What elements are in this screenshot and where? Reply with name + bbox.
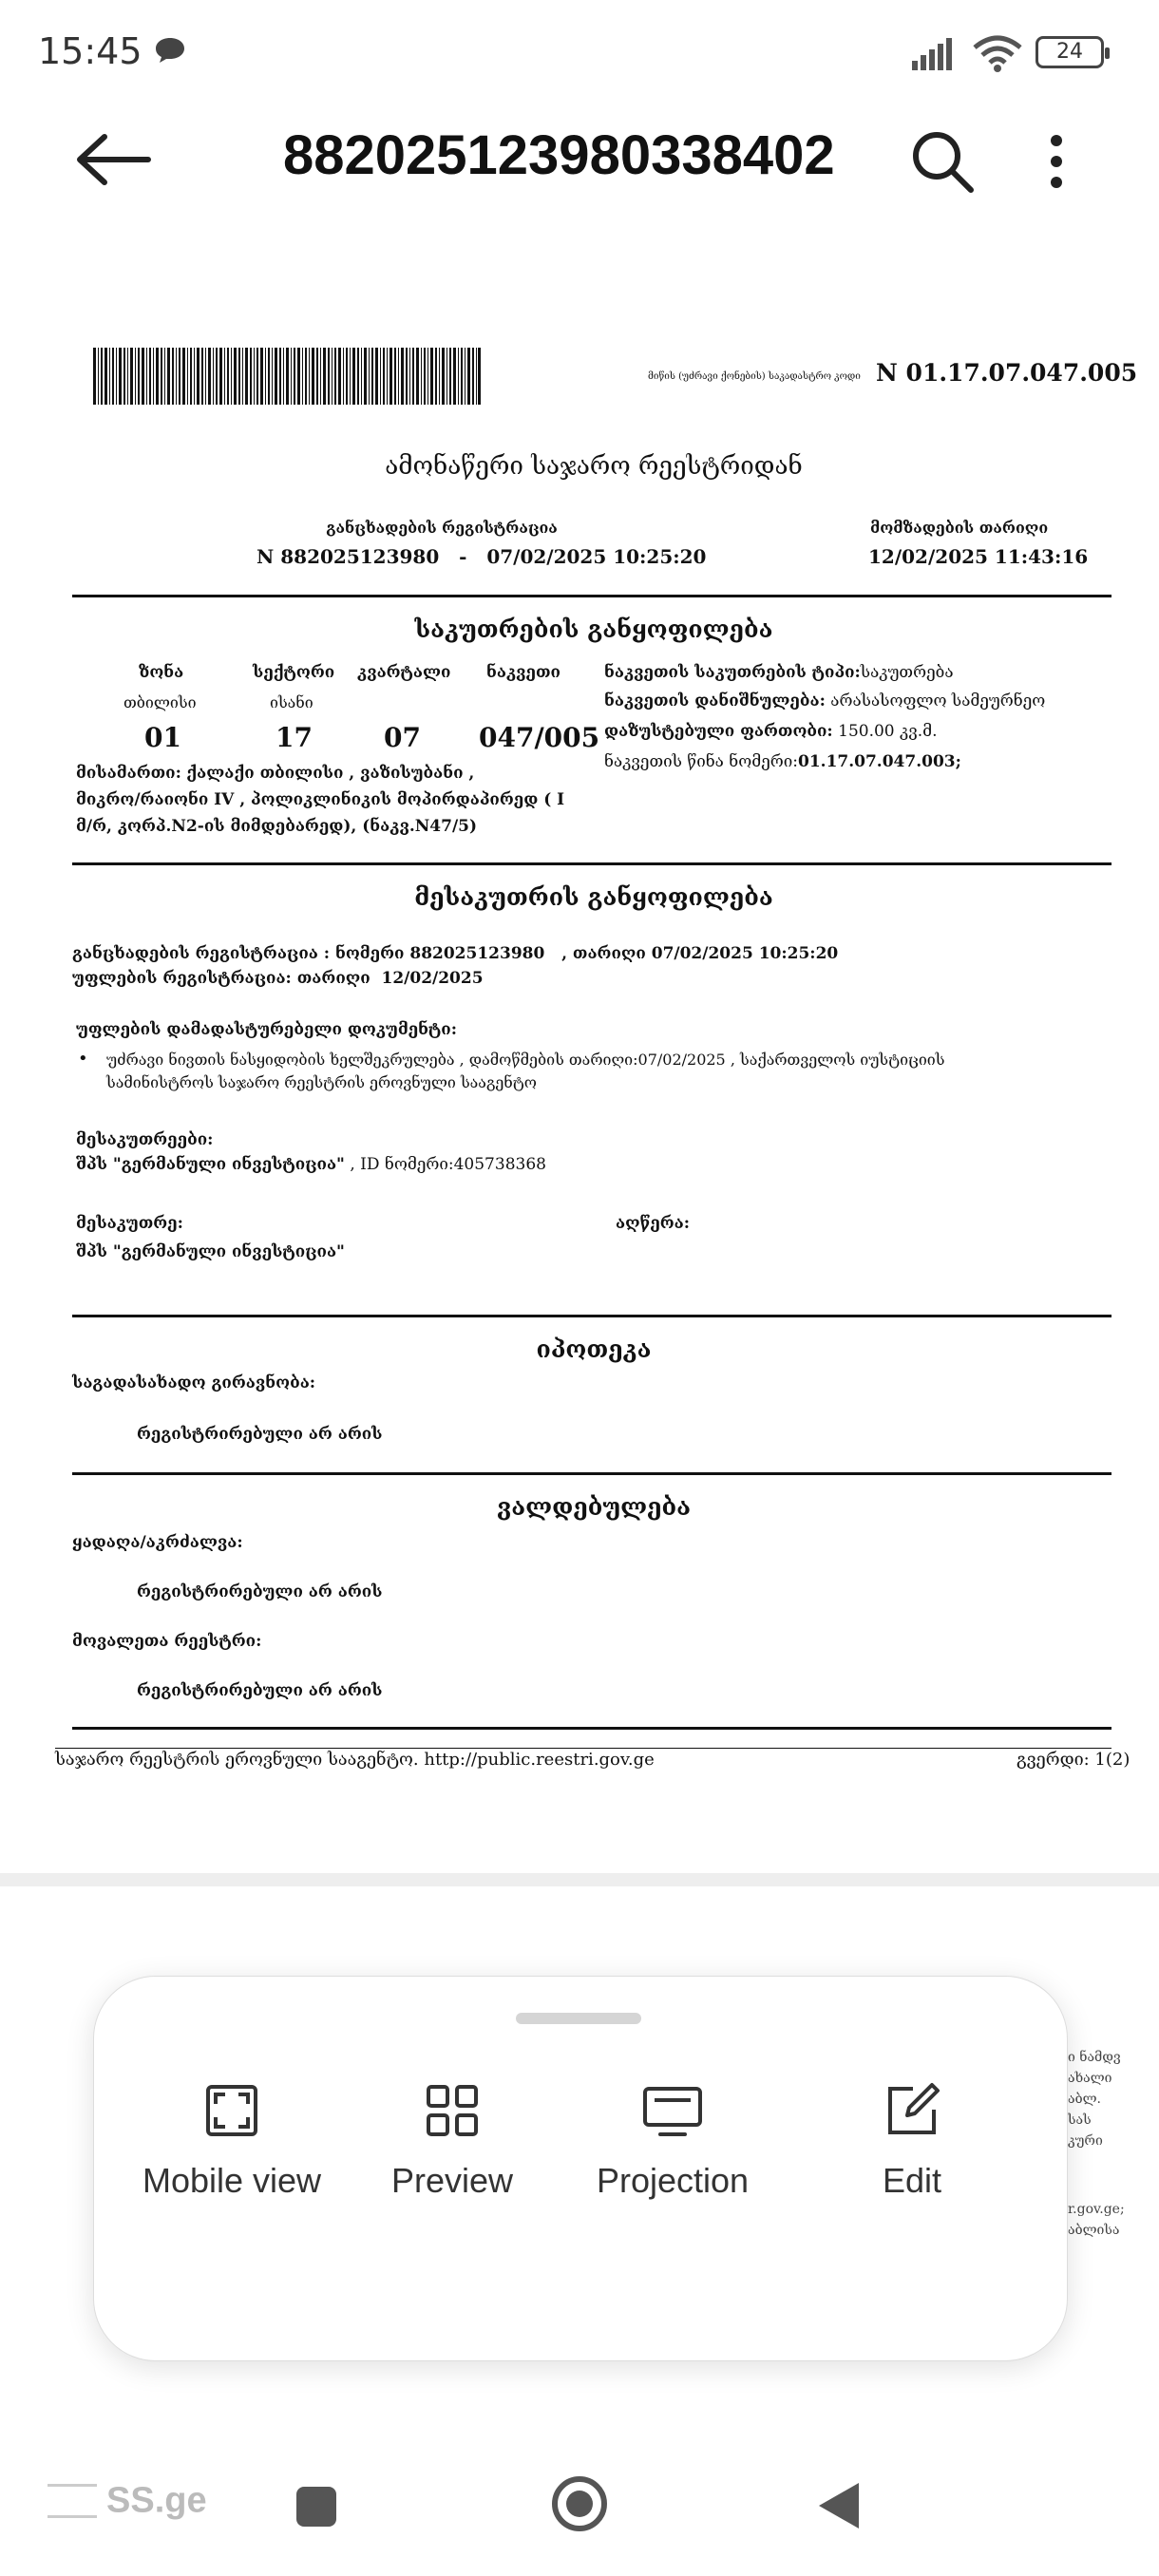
application-value: N 882025123980 - 07/02/2025 10:25:20 (256, 545, 707, 568)
next-page-fragment: სას (1068, 2112, 1092, 2128)
divider (72, 1472, 1112, 1475)
next-page-fragment: აბლ. (1068, 2092, 1101, 2107)
preview-label: Preview (390, 2161, 514, 2200)
owner-value: შპს "გერმანული ინვესტიცია" (76, 1242, 345, 1261)
next-page-fragment: ი ნამდვ (1068, 2050, 1121, 2065)
tax-lien-label: საგადასახადო გირავნობა: (72, 1373, 316, 1392)
sheet-drag-handle[interactable] (516, 2013, 641, 2024)
next-page-fragment: აბლისა (1068, 2223, 1120, 2238)
documents-label: უფლების დამადასტურებელი დოკუმენტი: (76, 1020, 457, 1039)
page-number: გვერდი: 1(2) (1016, 1750, 1130, 1770)
land-area: დაზუსტებული ფართობი: 150.00 კვ.მ. (604, 722, 938, 741)
zone-label: ზონა (139, 663, 184, 682)
edit-button[interactable] (803, 2079, 1021, 2201)
status-time: 15:45 (38, 30, 142, 72)
view-options-sheet (93, 1976, 1068, 2361)
sector-name: ისანი (270, 693, 314, 711)
debtors-label: მოვალეთა რეესტრი: (72, 1632, 262, 1651)
debtors-value: რეგისტრირებული არ არის (137, 1681, 383, 1700)
ss-watermark-logo: SS.ge (48, 2479, 207, 2521)
registration-line: განცხადების რეგისტრაცია : ნომერი 882025123980 , თარიღი 07/02/2025 10:25:20 (72, 944, 839, 963)
projection-label: Projection (596, 2161, 750, 2200)
right-registration-line: უფლების რეგისტრაცია: თარიღი 12/02/2025 (72, 969, 484, 988)
parcel-value: 047/005 (479, 722, 600, 753)
address-line-2: მიკრო/რაიონი IV , პოლიკლინიკის მოპირდაპირედ ( I (76, 790, 565, 809)
cadastral-code: N 01.17.07.047.005 (876, 359, 1138, 387)
sector-value: 17 (276, 722, 313, 753)
bullet: • (78, 1049, 88, 1069)
next-page-fragment: ახალი (1068, 2071, 1112, 2086)
owners-value: შპს "გერმანული ინვესტიცია" , ID ნომერი:405738368 (76, 1155, 546, 1174)
address-line-1: მისამართი: ქალაქი თბილისი , ვაზისუბანი , (76, 764, 475, 783)
footer-left: საჯარო რეესტრის ეროვნული სააგენტო. http://public.reestri.gov.ge (55, 1750, 655, 1770)
zone-value: 01 (144, 722, 181, 753)
property-section-title: საკუთრების განყოფილება (414, 616, 773, 643)
previous-number: ნაკვეთის წინა ნომერი:01.17.07.047.003; (604, 752, 961, 771)
barcode-image (93, 348, 481, 405)
document-item-line-2: სამინისტროს საჯარო რეესტრის ეროვნული სააგენტო (106, 1073, 537, 1091)
next-page-fragment: r.gov.ge; (1068, 2202, 1125, 2217)
page-separator (0, 1873, 1159, 1886)
back-triangle-icon[interactable] (815, 2479, 863, 2532)
divider (72, 595, 1112, 597)
obligation-section-title: ვალდებულება (497, 1493, 691, 1521)
preview-button[interactable] (343, 2079, 561, 2201)
application-label: განცხადების რეგისტრაცია (326, 519, 558, 537)
document-title: 882025123980338402 (283, 124, 835, 186)
tax-lien-value: რეგისტრირებული არ არის (137, 1425, 383, 1444)
owner-section-title: მესაკუთრის განყოფილება (414, 883, 773, 911)
mortgage-section-title: იპოთეკა (536, 1335, 652, 1363)
address-line-3: მ/რ, კორპ.N2-ის მიმდებარედ), (ნაკვ.N47/5) (76, 817, 478, 836)
quarter-label: კვარტალი (357, 663, 451, 682)
parcel-label: ნაკვეთი (486, 663, 560, 682)
edit-label: Edit (882, 2161, 942, 2200)
next-page-fragment: კური (1068, 2133, 1103, 2149)
prepared-label: მომზადების თარიღი (870, 519, 1049, 537)
mobile-view-label: Mobile view (142, 2161, 322, 2200)
seizure-label: ყადაღა/აკრძალვა: (72, 1533, 243, 1552)
document-heading: ამონაწერი საჯარო რეესტრიდან (385, 452, 803, 481)
expand-icon (200, 2079, 263, 2142)
divider (72, 1315, 1112, 1317)
mobile-view-button[interactable] (123, 2079, 341, 2201)
description-label: აღწერა: (616, 1214, 691, 1233)
grid-icon (421, 2079, 484, 2142)
home-circle-icon[interactable] (549, 2473, 610, 2534)
zone-name: თბილისი (124, 693, 197, 711)
thin-divider (55, 1748, 1112, 1749)
ownership-type: ნაკვეთის საკუთრების ტიპი:საკუთრება (604, 663, 954, 682)
sector-label: სექტორი (253, 663, 335, 682)
edit-icon (881, 2079, 943, 2142)
divider (72, 1727, 1112, 1730)
divider (72, 862, 1112, 865)
battery-indicator: 24 (1036, 36, 1104, 68)
quarter-value: 07 (384, 722, 421, 753)
owners-label: მესაკუთრეები: (76, 1130, 214, 1149)
document-item-line-1: უძრავი ნივთის ნასყიდობის ხელშეკრულება , დამოწმების თარიღი:07/02/2025 , საქართველოს იუსტიციის (106, 1051, 945, 1069)
barcode-caption: მიწის (უძრავი ქონების) საკადასტრო კოდი (648, 371, 861, 382)
prepared-value: 12/02/2025 11:43:16 (868, 545, 1089, 568)
owner-label: მესაკუთრე: (76, 1214, 183, 1233)
recents-square-icon[interactable] (296, 2487, 336, 2527)
land-purpose: ნაკვეთის დანიშნულება: არასასოფლო სამეურნეო (604, 691, 1046, 710)
monitor-icon (641, 2079, 704, 2142)
projection-button[interactable] (563, 2079, 782, 2201)
seizure-value: რეგისტრირებული არ არის (137, 1582, 383, 1601)
